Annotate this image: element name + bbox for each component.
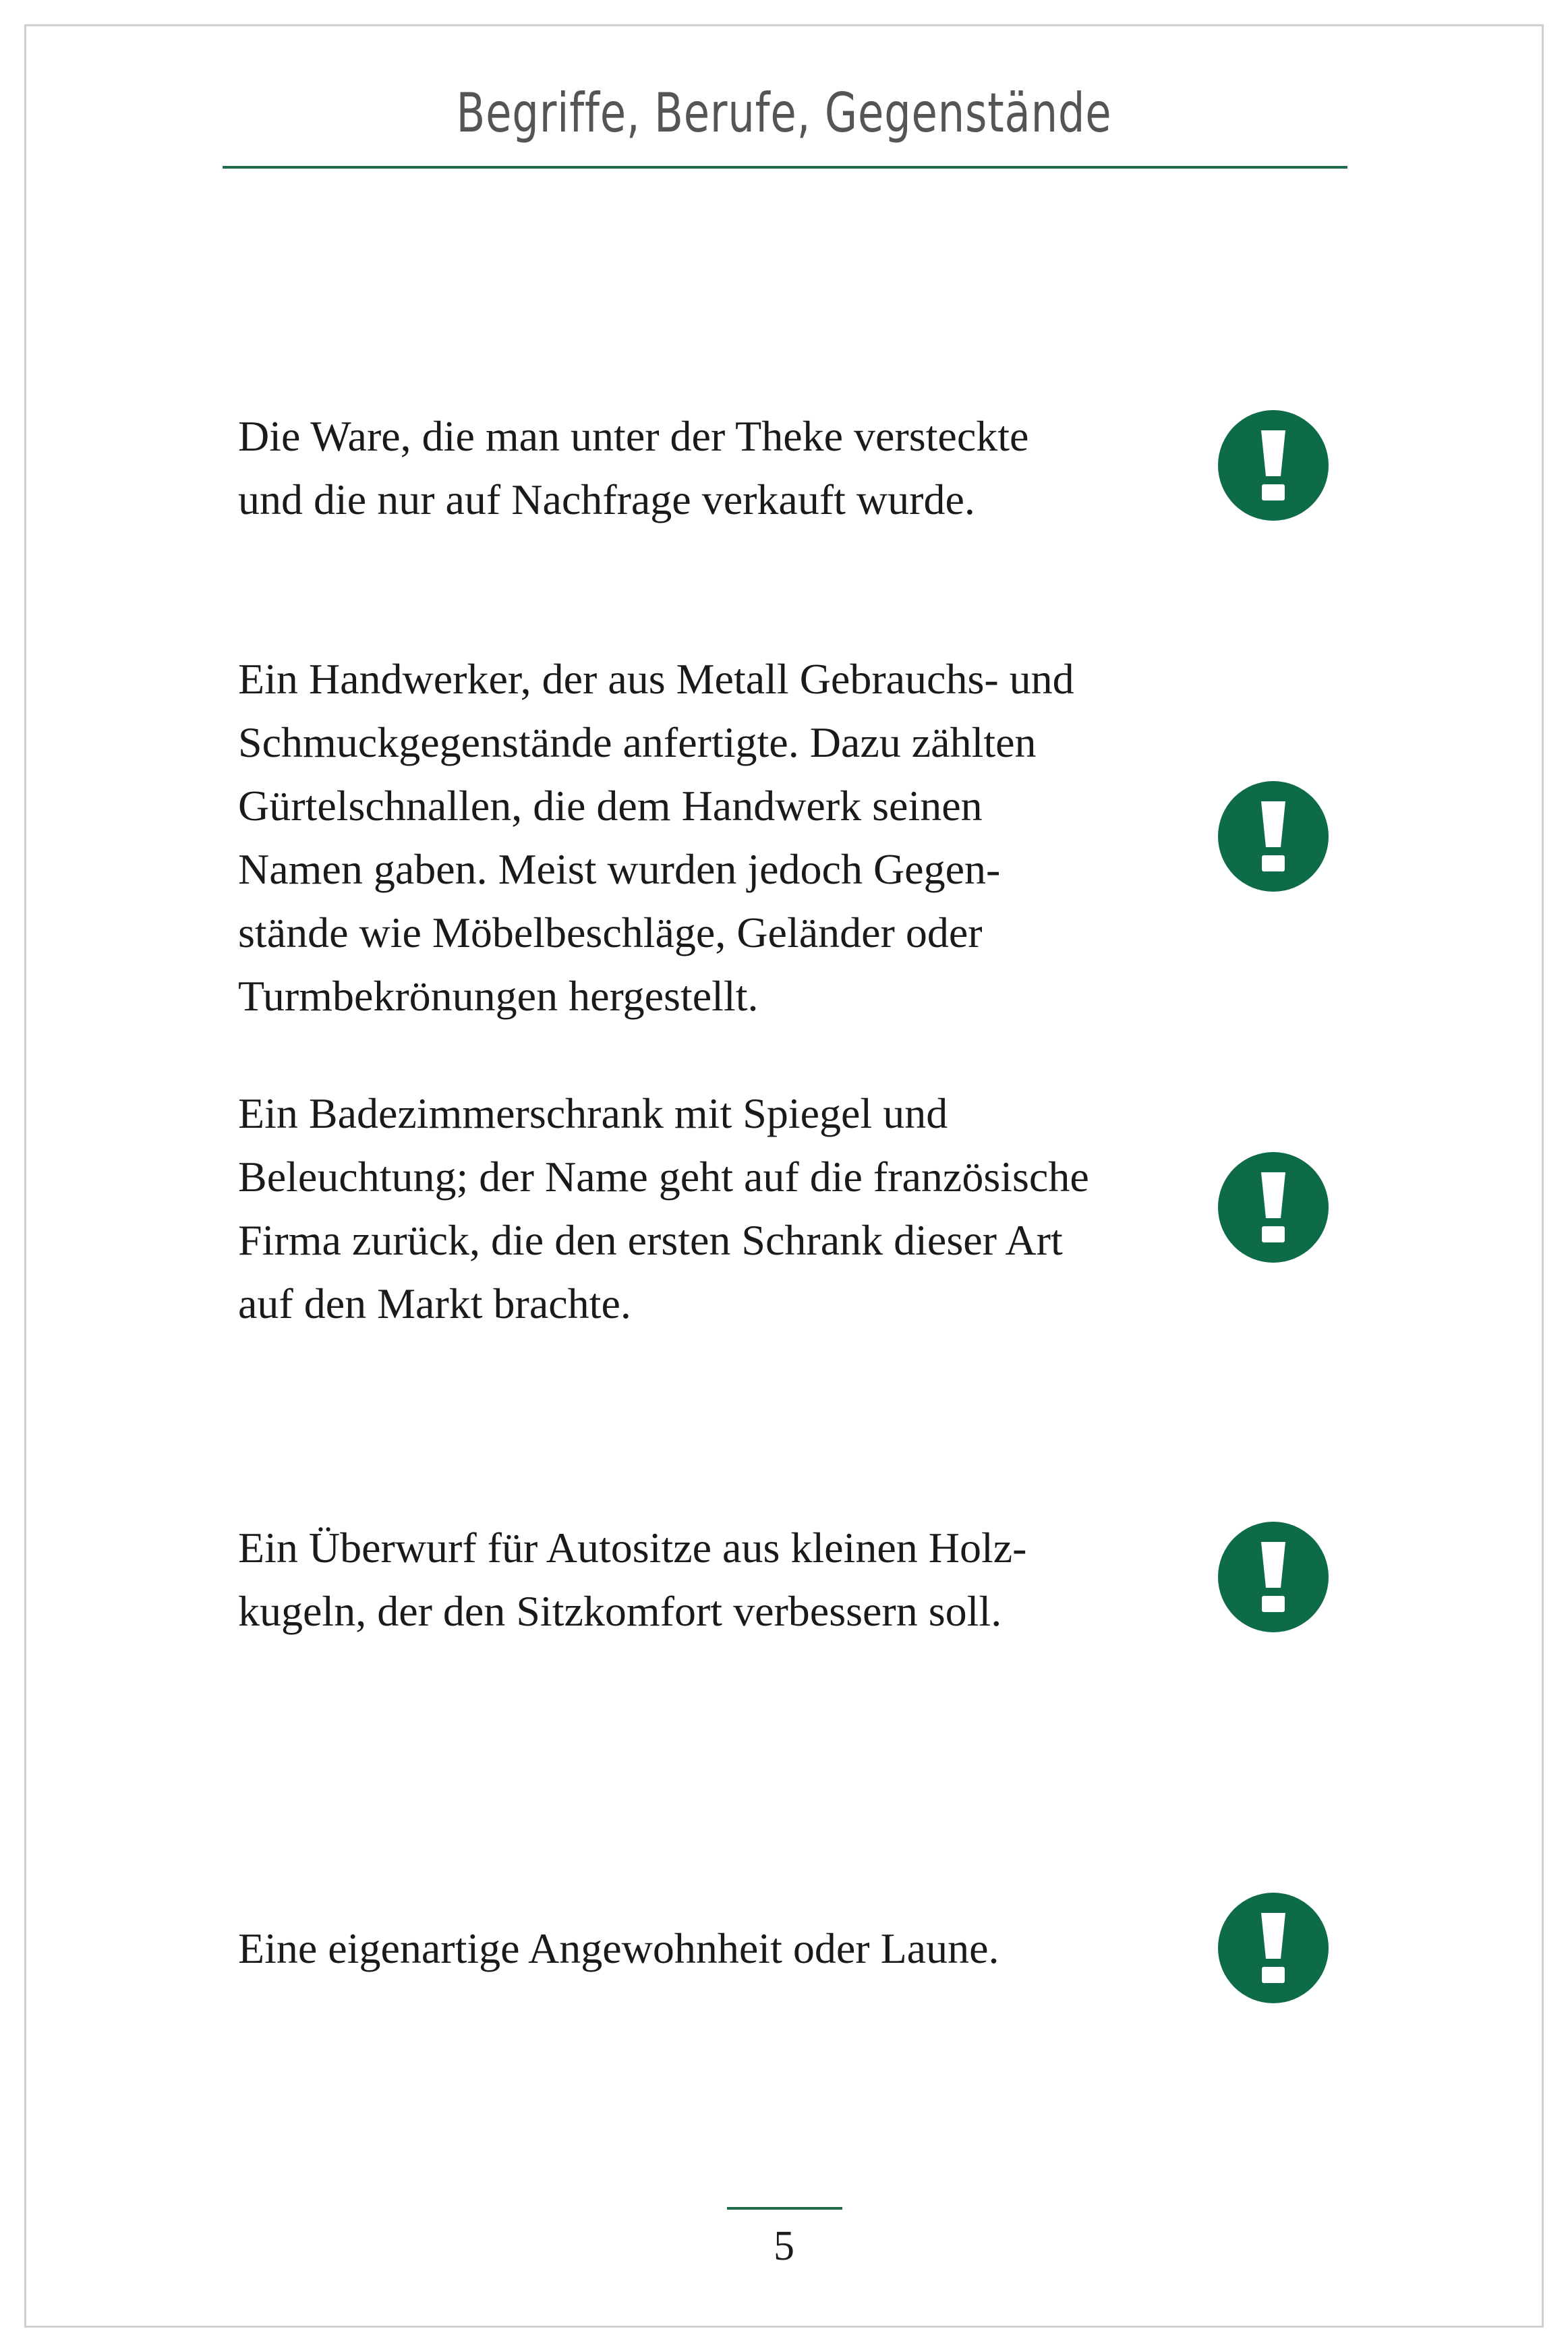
entry-4-text <box>238 1516 1182 1643</box>
entry-line: Ein Überwurf für Autositze aus kleinen Holz- <box>238 1524 1027 1572</box>
entry-line: Die Ware, die man unter der Theke versteckte <box>238 412 1029 460</box>
entry-line: und die nur auf Nachfrage verkauft wurde. <box>238 476 975 523</box>
reveal-answer-button-2[interactable] <box>1218 781 1329 892</box>
reveal-answer-button-4[interactable] <box>1218 1522 1329 1632</box>
entry-line: kugeln, der den Sitzkomfort verbessern soll. <box>238 1587 1002 1635</box>
reveal-answer-button-1[interactable] <box>1218 410 1329 521</box>
entry-line: Ein Badezimmerschrank mit Spiegel und <box>238 1089 948 1137</box>
exclamation-icon <box>1258 1542 1288 1612</box>
entry-line: Beleuchtung; der Name geht auf die französische <box>238 1153 1089 1201</box>
entry-line: stände wie Möbelbeschläge, Geländer oder <box>238 909 983 956</box>
reveal-answer-button-5[interactable] <box>1218 1893 1329 2003</box>
entry-line: Namen gaben. Meist wurden jedoch Gegen- <box>238 845 1001 893</box>
entry-2-text <box>238 648 1182 1028</box>
entry-line: auf den Markt brachte. <box>238 1280 631 1327</box>
page-number: 5 <box>774 2223 794 2269</box>
entry-line: Eine eigenartige Angewohnheit oder Laune. <box>238 1924 999 1972</box>
entry-line: Firma zurück, die den ersten Schrank dieser Art <box>238 1216 1063 1264</box>
header-divider <box>223 166 1347 169</box>
exclamation-icon <box>1258 430 1288 500</box>
entry-line: Gürtelschnallen, die dem Handwerk seinen <box>238 782 983 830</box>
entry-line: Turmbekrönungen hergestellt. <box>238 972 759 1020</box>
entry-line: Schmuckgegenstände anfertigte. Dazu zählten <box>238 718 1037 766</box>
entry-line: Ein Handwerker, der aus Metall Gebrauchs- und <box>238 655 1074 703</box>
exclamation-icon <box>1258 801 1288 871</box>
entry-1-text <box>238 405 1182 532</box>
entry-5-text <box>238 1917 1182 1980</box>
exclamation-icon <box>1258 1172 1288 1242</box>
page-title: Begriffe, Berufe, Gegenstände <box>456 82 1112 144</box>
entry-3-text <box>238 1082 1182 1336</box>
reveal-answer-button-3[interactable] <box>1218 1152 1329 1263</box>
footer-divider <box>727 2207 842 2210</box>
exclamation-icon <box>1258 1913 1288 1983</box>
